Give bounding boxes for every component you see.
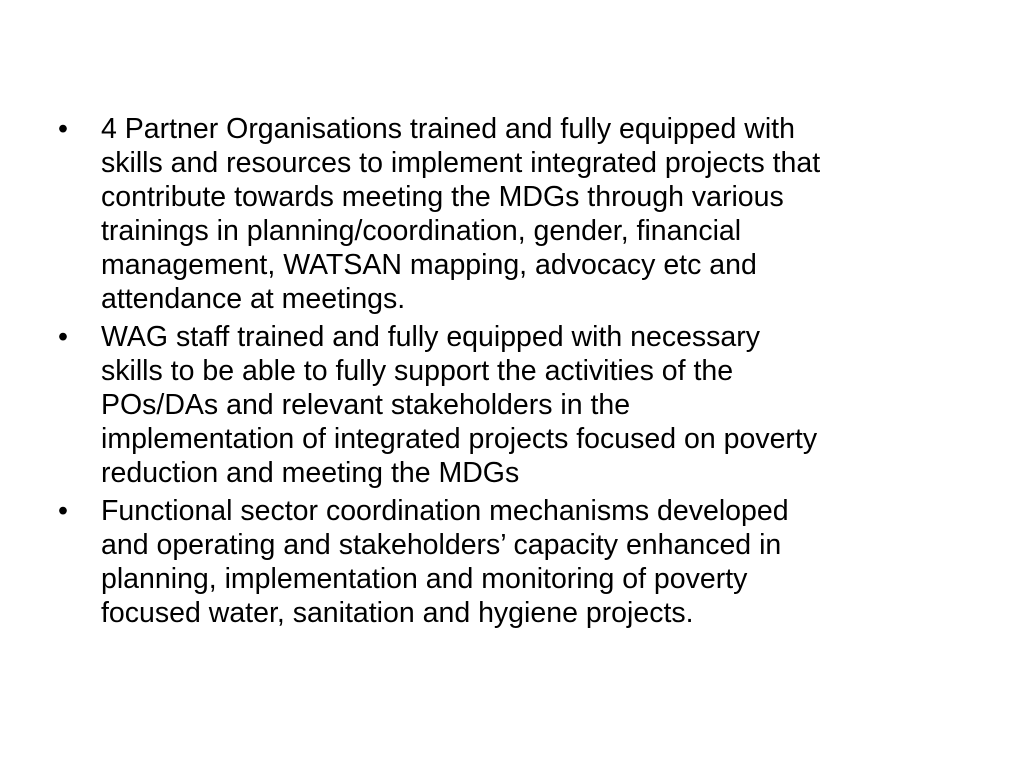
bullet-line: contribute towards meeting the MDGs through various <box>101 181 784 213</box>
bullet-item <box>58 320 970 490</box>
bullet-list <box>58 112 970 634</box>
bullet-line: skills to be able to fully support the activities of the <box>101 355 734 387</box>
bullet-icon: • <box>58 113 68 145</box>
bullet-line: POs/DAs and relevant stakeholders in the <box>101 389 631 421</box>
bullet-item <box>58 494 970 630</box>
bullet-icon: • <box>58 321 68 353</box>
bullet-item <box>58 112 970 316</box>
bullet-line: trainings in planning/coordination, gender, financial <box>101 215 742 247</box>
bullet-line: Functional sector coordination mechanisms developed <box>101 495 789 527</box>
bullet-line: management, WATSAN mapping, advocacy etc and <box>101 249 757 281</box>
bullet-line: attendance at meetings. <box>101 283 406 315</box>
bullet-line: WAG staff trained and fully equipped with necessary <box>101 321 761 353</box>
bullet-line: 4 Partner Organisations trained and fully equipped with <box>101 113 795 145</box>
bullet-icon: • <box>58 495 68 527</box>
bullet-line: reduction and meeting the MDGs <box>101 457 520 489</box>
bullet-line: planning, implementation and monitoring of poverty <box>101 563 748 595</box>
bullet-line: implementation of integrated projects focused on poverty <box>101 423 818 455</box>
bullet-line: skills and resources to implement integrated projects that <box>101 147 821 179</box>
bullet-line: focused water, sanitation and hygiene projects. <box>101 597 694 629</box>
bullet-line: and operating and stakeholders’ capacity enhanced in <box>101 529 782 561</box>
